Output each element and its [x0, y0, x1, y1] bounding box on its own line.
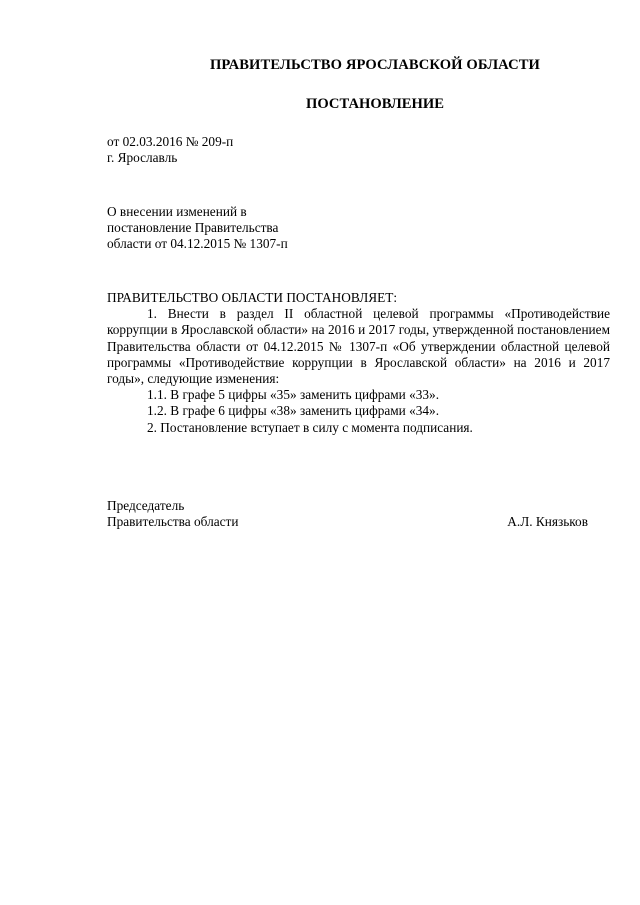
subject-line-2: постановление Правительства: [107, 220, 279, 235]
document-type-title: ПОСТАНОВЛЕНИЕ: [306, 96, 444, 112]
signatory-title-line-1: Председатель: [107, 498, 185, 513]
preamble: ПРАВИТЕЛЬСТВО ОБЛАСТИ ПОСТАНОВЛЯЕТ:: [107, 290, 398, 305]
organization-title: ПРАВИТЕЛЬСТВО ЯРОСЛАВСКОЙ ОБЛАСТИ: [209, 57, 541, 73]
signature-block: [107, 498, 588, 530]
item-1: 1. Внести в раздел II областной целевой программы «Противодействие коррупции в Ярославской области» на 2016 и 2017 годы, утвержденной постановлением Правительства области от 04.12.2015 № 1307-п «Об утверждении областной целевой программы «Противодействие коррупции в Ярославской области» на 2016 и 2017 годы», следующие изменения:: [107, 306, 610, 387]
city: г. Ярославль: [107, 150, 178, 165]
document-meta: [107, 134, 233, 166]
subject-line-3: области от 04.12.2015 № 1307-п: [107, 236, 288, 251]
item-1-1: 1.1. В графе 5 цифры «35» заменить цифрами «33».: [147, 387, 440, 403]
subject-line-1: О внесении изменений в: [107, 204, 247, 219]
document-subject: [107, 204, 288, 252]
item-1-2: 1.2. В графе 6 цифры «38» заменить цифрами «34».: [147, 403, 440, 419]
signatory-name: А.Л. Князьков: [507, 514, 588, 529]
date-number: от 02.03.2016 № 209-п: [107, 134, 234, 149]
item-2: 2. Постановление вступает в силу с момента подписания.: [147, 419, 473, 435]
document-body: [107, 290, 610, 436]
signatory-title-line-2: Правительства области: [107, 514, 239, 529]
